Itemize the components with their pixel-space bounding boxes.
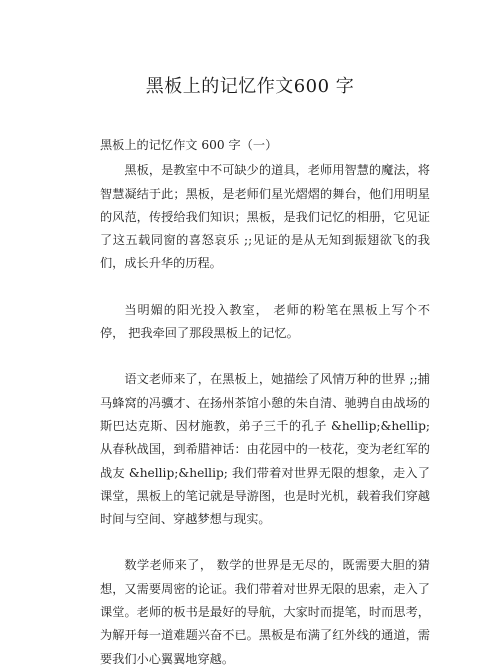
paragraph-2: 当明媚的阳光投入教室， 老师的粉笔在黑板上写个不停， 把我牵回了那段黑板上的记忆。 bbox=[100, 302, 430, 341]
document-title: 黑板上的记忆作文600 字 bbox=[145, 76, 355, 97]
section-subtitle: 黑板上的记忆作文 600 字（一） bbox=[100, 138, 278, 152]
paragraph-1: 黑板，是教室中不可缺少的道具，老师用智慧的魔法，将智慧凝结于此；黑板，是老师们星光熠熠的舞台，他们用明星的风范，传授给我们知识；黑板，是我们记忆的相册，它见证了这五载同窗的喜怒哀乐 ;;见证的是从无知到振翅欲飞的我们，成长升华的历程。 bbox=[100, 163, 430, 271]
document-body bbox=[100, 134, 430, 671]
paragraph-4: 数学老师来了， 数学的世界是无尽的，既需要大胆的猜想，又需要周密的论证。我们带着对世界无限的思索，走入了课堂。老师的板书是最好的导航，大家时而提笔，时而思考，为解开每一道难题兴奋不已。黑板是布满了红外线的通道，需要我们小心翼翼地穿越。 bbox=[100, 558, 430, 666]
paragraph-3: 语文老师来了，在黑板上，她描绘了风情万种的世界 ;;捕马蜂窝的冯骥才、在扬州茶馆小憩的朱自清、驰骋自由战场的斯巴达克斯、因材施教，弟子三千的孔子 &hellip;&hellip; 从春秋战国，到希腊神话：由花园中的一枝花，变为老红军的战友 &hellip;&hellip; 我们带着对世界无限的想象，走入了课堂，黑板上的笔记就是导游图，也是时光机，载着我们穿越时间与空间、穿越梦想与现实。 bbox=[100, 372, 430, 527]
